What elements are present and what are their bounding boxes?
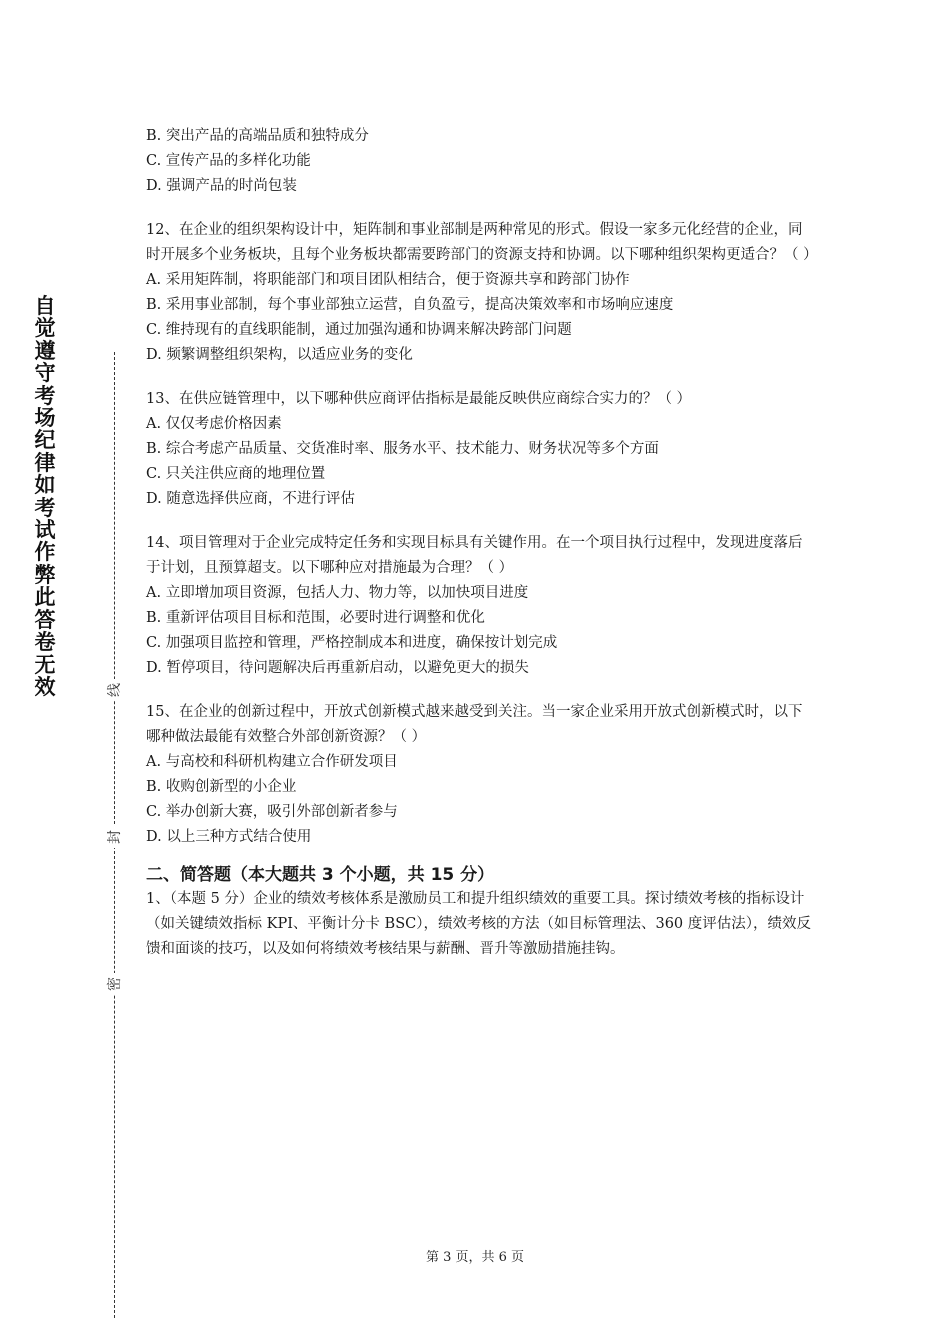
option-a: A. 立即增加项目资源，包括人力、物力等，以加快项目进度	[146, 585, 529, 601]
question-13	[146, 387, 811, 512]
option-a: A. 采用矩阵制，将职能部门和项目团队相结合，便于资源共享和跨部门协作	[146, 272, 630, 288]
short-answer-question-1: 1、（本题 5 分）企业的绩效考核体系是激励员工和提升组织绩效的重要工具。探讨绩效考核的指标设计（如关键绩效指标 KPI、平衡计分卡 BSC），绩效考核的方法（如目标管理法、360 度评估法），绩效反馈和面谈的技巧，以及如何将绩效考核结果与薪酬、晋升等激励措施挂钩。	[146, 891, 811, 957]
option-c: C. 加强项目监控和管理，严格控制成本和进度，确保按计划完成	[146, 635, 558, 651]
cut-label-seal: 封	[107, 826, 123, 848]
exam-discipline-warning: 自觉遵守考场纪律如考试作弊此答卷无效	[34, 294, 56, 699]
question-stem: 14、项目管理对于企业完成特定任务和实现目标具有关键作用。在一个项目执行过程中，发现进度落后于计划，且预算超支。以下哪种应对措施最为合理？（ ）	[146, 535, 803, 576]
option-d: D. 强调产品的时尚包装	[146, 178, 297, 194]
option-b: B. 重新评估项目目标和范围，必要时进行调整和优化	[146, 610, 485, 626]
exam-content	[146, 124, 818, 962]
section-2-title: 二、简答题（本大题共 3 个小题，共 15 分）	[146, 865, 495, 885]
option-c: C. 举办创新大赛，吸引外部创新者参与	[146, 804, 398, 820]
option-c: C. 只关注供应商的地理位置	[146, 466, 326, 482]
option-a: A. 仅仅考虑价格因素	[146, 416, 282, 432]
option-b: B. 综合考虑产品质量、交货准时率、服务水平、技术能力、财务状况等多个方面	[146, 441, 659, 457]
question-15	[146, 700, 811, 850]
option-d: D. 以上三种方式结合使用	[146, 829, 312, 845]
option-b: B. 突出产品的高端品质和独特成分	[146, 128, 369, 144]
option-b: B. 采用事业部制，每个事业部独立运营，自负盈亏，提高决策效率和市场响应速度	[146, 297, 674, 313]
question-stem: 12、在企业的组织架构设计中，矩阵制和事业部制是两种常见的形式。假设一家多元化经营的企业，同时开展多个业务板块，且每个业务板块都需要跨部门的资源支持和协调。以下哪种组织架构更适合？（ ）	[146, 222, 818, 263]
page-number: 第 3 页，共 6 页	[425, 1250, 525, 1265]
question-11-continued	[146, 124, 811, 199]
option-d: D. 频繁调整组织架构，以适应业务的变化	[146, 347, 413, 363]
question-14	[146, 531, 811, 681]
option-c: C. 维持现有的直线职能制，通过加强沟通和协调来解决跨部门问题	[146, 322, 572, 338]
cut-label-secret: 密	[107, 973, 123, 995]
option-d: D. 暂停项目，待问题解决后再重新启动，以避免更大的损失	[146, 660, 529, 676]
option-a: A. 与高校和科研机构建立合作研发项目	[146, 754, 398, 770]
option-c: C. 宣传产品的多样化功能	[146, 153, 311, 169]
option-d: D. 随意选择供应商，不进行评估	[146, 491, 355, 507]
option-b: B. 收购创新型的小企业	[146, 779, 297, 795]
question-stem: 15、在企业的创新过程中，开放式创新模式越来越受到关注。当一家企业采用开放式创新模式时，以下哪种做法最能有效整合外部创新资源？（ ）	[146, 704, 803, 745]
cut-label-line: 线	[107, 679, 123, 701]
question-12	[146, 218, 818, 368]
question-stem: 13、在供应链管理中，以下哪种供应商评估指标是最能反映供应商综合实力的？（ ）	[146, 391, 692, 407]
